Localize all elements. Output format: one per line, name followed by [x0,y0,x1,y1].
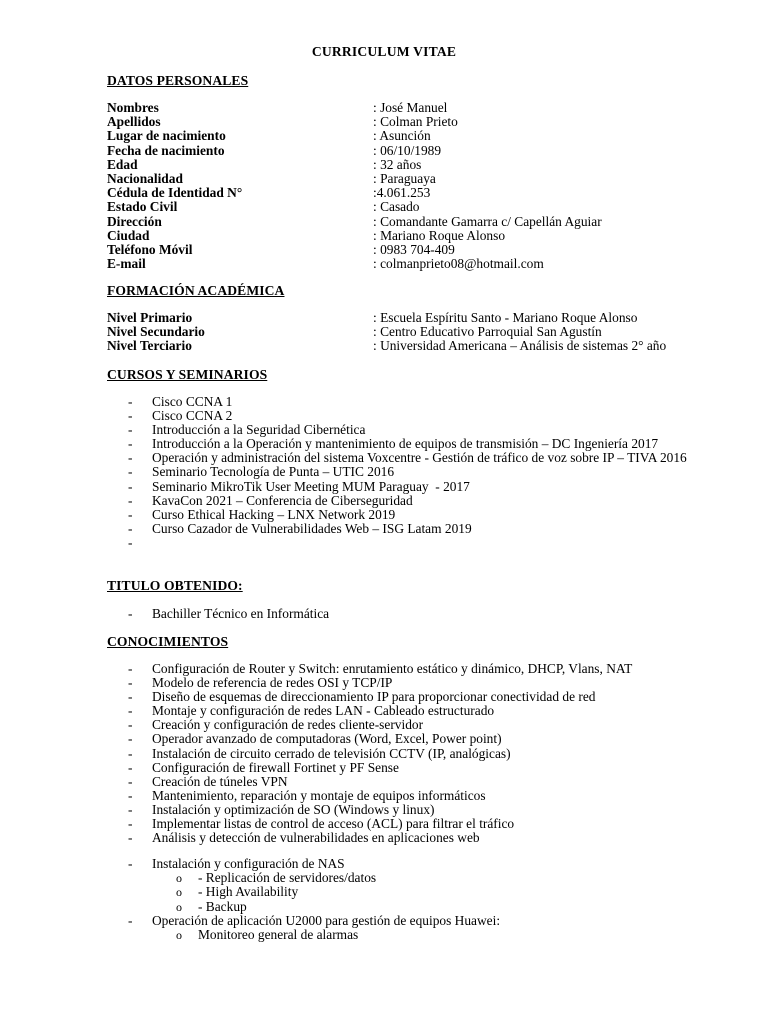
dash-bullet: - [128,703,133,719]
field-label: Dirección [107,213,162,229]
sub-item-text: - Replicación de servidores/datos [198,870,377,886]
field-label: Nombres [107,100,159,115]
dash-bullet: - [128,830,133,846]
item-text: Análisis y detección de vulnerabilidades en aplicaciones web [152,830,480,846]
item-text: Modelo de referencia de redes OSI y TCP/IP [152,675,393,691]
list-item [128,803,728,817]
courses-heading: CURSOS Y SEMINARIOS [107,367,268,382]
list-item [128,857,728,913]
dash-bullet: - [128,450,133,466]
field-row [107,142,442,158]
list-item [128,395,728,409]
field-label: Cédula de Identidad N° [107,185,243,201]
field-value: : Casado [373,199,420,215]
field-value: : Asunción [373,128,431,144]
item-text: Diseño de esquemas de direccionamiento IP para proporcionar conectividad de red [152,689,596,705]
item-text: Creación y configuración de redes cliente-servidor [152,717,424,733]
item-text: Operador avanzado de computadoras (Word, Excel, Power point) [152,731,502,747]
list-item [128,522,728,536]
item-text: Creación de túneles VPN [152,773,288,789]
list-item [128,831,728,845]
field-label: Edad [107,156,138,172]
field-label: Estado Civil [107,199,178,215]
sub-item-text: - Backup [198,898,247,914]
field-label: Teléfono Móvil [107,241,193,257]
dash-bullet: - [128,759,133,775]
list-item [128,718,728,732]
field-label: E-mail [107,256,146,272]
field-row [107,100,448,115]
skills-heading: CONOCIMIENTOS [107,634,229,649]
list-item [128,775,728,789]
list-item [128,789,728,803]
dash-bullet: - [128,520,133,536]
dash-bullet: - [128,675,133,691]
list-item [128,465,728,479]
item-text: Introducción a la Operación y mantenimiento de equipos de transmisión – DC Ingeniería 2017 [152,436,659,452]
education-heading: FORMACIÓN ACADÉMICA [107,283,285,298]
dash-bullet: - [128,422,133,438]
field-value: : 0983 704-409 [373,241,455,257]
dash-bullet: - [128,912,133,928]
dash-bullet: - [128,492,133,508]
item-text: Bachiller Técnico en Informática [152,606,330,621]
field-value: : Mariano Roque Alonso [373,227,506,243]
dash-bullet: - [128,436,133,452]
item-text: Curso Cazador de Vulnerabilidades Web – ISG Latam 2019 [152,520,472,536]
field-row [107,213,602,229]
list-item [128,747,728,761]
dash-bullet: - [128,787,133,803]
field-row [107,185,431,201]
dash-bullet: - [128,689,133,705]
field-value: : Colman Prieto [373,114,458,130]
list-item [128,536,728,550]
item-text: Configuración de Router y Switch: enrutamiento estático y dinámico, DHCP, Vlans, NAT [152,661,633,676]
field-row [107,170,436,186]
field-row [107,324,602,340]
item-text: Mantenimiento, reparación y montaje de equipos informáticos [152,787,486,803]
list-item [128,480,728,494]
list-item [128,817,728,831]
dash-bullet: - [128,506,133,522]
field-label: Fecha de nacimiento [107,142,225,158]
field-row [107,241,455,257]
circle-bullet: o [176,885,182,900]
skills-list [128,662,728,942]
field-value: : Paraguaya [373,170,436,186]
field-row [107,128,431,144]
personal-data-list [107,100,602,272]
field-row [107,114,458,130]
field-label: Nacionalidad [107,170,183,186]
field-label: Nivel Secundario [107,324,205,340]
dash-bullet: - [128,534,133,550]
circle-bullet: o [176,899,182,914]
field-row [107,156,422,172]
item-text: Seminario Tecnología de Punta – UTIC 2016 [152,464,395,480]
dash-bullet: - [128,856,133,872]
personal-data-heading: DATOS PERSONALES [107,73,249,88]
field-value: : Escuela Espíritu Santo - Mariano Roque Alonso [373,310,638,325]
list-item [128,676,728,690]
field-label: Apellidos [107,114,161,130]
sub-item [176,885,728,899]
dash-bullet: - [128,745,133,761]
field-value: : 32 años [373,156,422,172]
item-text: Cisco CCNA 1 [152,394,233,409]
field-row [107,310,638,325]
item-text: Operación y administración del sistema Voxcentre - Gestión de tráfico de voz sobre IP – TIVA 2016 [152,450,687,466]
item-text: Introducción a la Seguridad Cibernética [152,422,366,438]
item-text: Configuración de firewall Fortinet y PF Sense [152,759,399,775]
dash-bullet: - [128,717,133,733]
field-row [107,256,544,272]
sub-item [176,928,728,942]
item-text: Montaje y configuración de redes LAN - Cableado estructurado [152,703,495,719]
degree-list [128,607,728,621]
field-label: Ciudad [107,227,150,243]
dash-bullet: - [128,606,133,621]
dash-bullet: - [128,661,133,676]
sub-item [176,871,728,885]
dash-bullet: - [128,394,133,409]
education-list [107,310,667,354]
dash-bullet: - [128,478,133,494]
list-item [128,690,728,704]
list-item [128,494,728,508]
field-value: : Universidad Americana – Análisis de sistemas 2° año [373,338,667,354]
item-text: KavaCon 2021 – Conferencia de Ciberseguridad [152,492,413,508]
field-value: : Centro Educativo Parroquial San Agustín [373,324,602,340]
dash-bullet: - [128,773,133,789]
item-text: Seminario MikroTik User Meeting MUM Paraguay - 2017 [152,478,470,494]
degree-heading: TITULO OBTENIDO: [107,578,243,593]
dash-bullet: - [128,731,133,747]
circle-bullet: o [176,927,182,942]
item-text: Operación de aplicación U2000 para gestión de equipos Huawei: [152,912,501,928]
dash-bullet: - [128,801,133,817]
list-item [128,732,728,746]
field-row [107,199,420,215]
item-text: Curso Ethical Hacking – LNX Network 2019 [152,506,396,522]
field-row [107,338,667,354]
field-value: : Comandante Gamarra c/ Capellán Aguiar [373,213,602,229]
item-text: Cisco CCNA 2 [152,408,233,424]
list-item [128,508,728,522]
dash-bullet: - [128,816,133,832]
list-item [128,437,728,451]
list-item [128,704,728,718]
field-value: :4.061.253 [373,185,431,201]
field-value: : colmanprieto08@hotmail.com [373,256,544,272]
item-text: Instalación y configuración de NAS [152,856,345,872]
document-title: CURRICULUM VITAE [311,44,457,59]
courses-list [128,395,728,550]
field-label: Lugar de nacimiento [107,128,226,144]
circle-bullet: o [176,871,182,886]
list-item [128,423,728,437]
field-label: Nivel Primario [107,310,193,325]
sub-item-text: - High Availability [198,884,299,900]
sub-item [176,900,728,914]
field-value: : José Manuel [373,100,448,115]
sub-item-text: Monitoreo general de alarmas [198,926,359,942]
dash-bullet: - [128,408,133,424]
item-text: Instalación de circuito cerrado de televisión CCTV (IP, analógicas) [152,745,511,761]
list-item [128,761,728,775]
list-item [128,409,728,423]
list-item [128,914,728,942]
list-item [128,662,728,676]
u2000-sublist [176,928,728,942]
item-text: Instalación y optimización de SO (Windows y linux) [152,801,435,817]
field-label: Nivel Terciario [107,338,192,354]
nas-sublist [176,871,728,913]
dash-bullet: - [128,464,133,480]
list-item [128,451,692,465]
field-row [107,227,506,243]
field-value: : 06/10/1989 [373,142,442,158]
list-item [128,607,728,621]
item-text: Implementar listas de control de acceso (ACL) para filtrar el tráfico [152,816,515,832]
